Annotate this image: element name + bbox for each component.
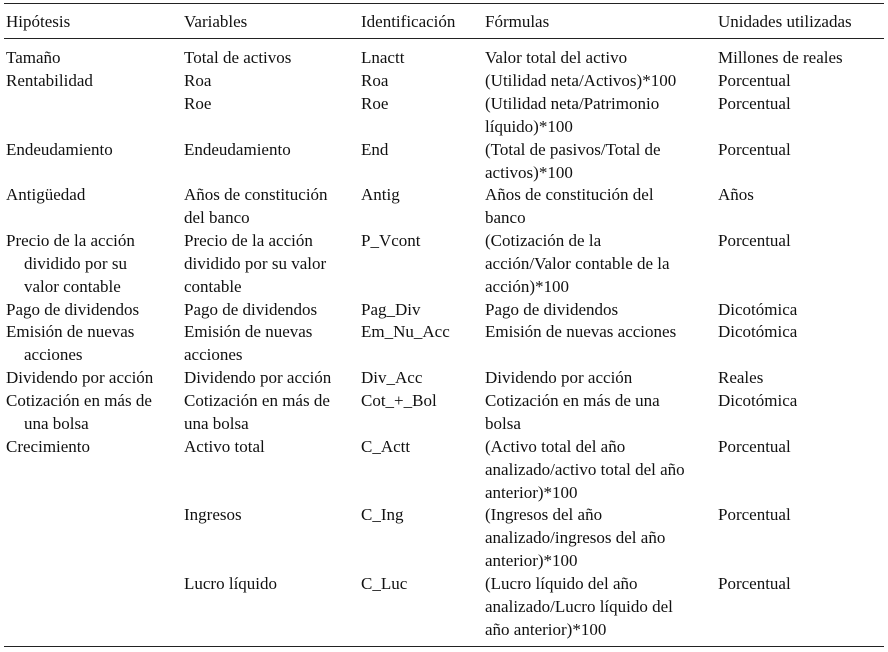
cell-formulas (485, 69, 676, 92)
cell-hipotesis-line: acciones (24, 345, 83, 364)
cell-hipotesis-line: Emisión de nuevas (6, 322, 135, 341)
cell-variables-line: Roa (184, 71, 212, 90)
cell-variables-line: Ingresos (184, 505, 242, 524)
cell-formulas-line: acción/Valor contable de la (485, 254, 670, 273)
cell-formulas (485, 435, 685, 504)
cell-unidades: Dicotómica (718, 322, 798, 341)
cell-variables-line: Roe (184, 94, 212, 113)
cell-hipotesis (6, 69, 93, 92)
cell-unidades: Años (718, 185, 754, 204)
cell-formulas (485, 92, 659, 138)
cell-hipotesis (6, 389, 152, 435)
cell-formulas-line: (Utilidad neta/Activos)*100 (485, 71, 677, 90)
cell-formulas (485, 320, 676, 343)
cell-variables-line: Total de activos (184, 48, 292, 67)
header-formulas: Fórmulas (485, 12, 550, 31)
cell-variables (184, 389, 330, 435)
cell-formulas-line: Emisión de nuevas acciones (485, 322, 677, 341)
cell-formulas-line: acción)*100 (485, 277, 570, 296)
cell-variables-line: Activo total (184, 437, 265, 456)
cell-identificacion: Div_Acc (361, 368, 423, 387)
cell-hipotesis-line: Cotización en más de (6, 391, 152, 410)
cell-variables-line: Cotización en más de (184, 391, 330, 410)
cell-hipotesis (6, 46, 61, 69)
cell-identificacion: Pag_Div (361, 300, 421, 319)
cell-formulas-line: (Utilidad neta/Patrimonio (485, 94, 660, 113)
cell-hipotesis-line: dividido por su (24, 254, 127, 273)
cell-unidades: Porcentual (718, 437, 791, 456)
cell-variables (184, 69, 211, 92)
cell-variables-line: acciones (184, 345, 243, 364)
header-unidades: Unidades utilizadas (718, 12, 852, 31)
cell-identificacion: End (361, 140, 389, 159)
cell-formulas-line: líquido)*100 (485, 117, 573, 136)
cell-formulas (485, 229, 670, 298)
cell-identificacion: Roa (361, 71, 389, 90)
cell-hipotesis-line: Dividendo por acción (6, 368, 154, 387)
cell-identificacion: Cot_+_Bol (361, 391, 437, 410)
cell-variables-line: Años de constitución (184, 185, 328, 204)
cell-formulas-line: bolsa (485, 414, 521, 433)
cell-formulas (485, 183, 654, 229)
cell-variables (184, 46, 291, 69)
cell-hipotesis-line: Precio de la acción (6, 231, 135, 250)
cell-formulas-line: anterior)*100 (485, 483, 578, 502)
cell-hipotesis-line: una bolsa (24, 414, 89, 433)
cell-hipotesis (6, 229, 135, 298)
cell-variables (184, 92, 211, 115)
cell-identificacion: P_Vcont (361, 231, 421, 250)
cell-variables (184, 138, 291, 161)
header-hipotesis: Hipótesis (6, 12, 71, 31)
cell-variables (184, 298, 317, 321)
cell-variables-line: contable (184, 277, 242, 296)
header-identificacion: Identificación (361, 12, 456, 31)
cell-identificacion: C_Actt (361, 437, 411, 456)
cell-formulas (485, 366, 632, 389)
cell-unidades: Porcentual (718, 231, 791, 250)
cell-variables-line: Emisión de nuevas (184, 322, 313, 341)
cell-unidades: Millones de reales (718, 48, 843, 67)
cell-hipotesis (6, 366, 153, 389)
cell-formulas-line: Pago de dividendos (485, 300, 619, 319)
cell-unidades: Porcentual (718, 71, 791, 90)
cell-hipotesis (6, 298, 139, 321)
cell-formulas (485, 138, 661, 184)
cell-formulas-line: analizado/activo total del año (485, 460, 685, 479)
cell-hipotesis-line: valor contable (24, 277, 121, 296)
cell-variables-line: Endeudamiento (184, 140, 291, 159)
cell-variables-line: del banco (184, 208, 250, 227)
cell-hipotesis-line: Tamaño (6, 48, 61, 67)
cell-formulas-line: (Activo total del año (485, 437, 626, 456)
cell-hipotesis-line: Rentabilidad (6, 71, 93, 90)
cell-variables (184, 183, 328, 229)
cell-variables (184, 435, 265, 458)
cell-unidades: Porcentual (718, 94, 791, 113)
table-header-rule (4, 38, 884, 39)
cell-formulas (485, 503, 665, 572)
table-top-rule (4, 3, 884, 4)
cell-formulas (485, 46, 627, 69)
cell-identificacion: C_Luc (361, 574, 408, 593)
cell-formulas-line: analizado/Lucro líquido del (485, 597, 673, 616)
cell-variables (184, 320, 312, 366)
cell-formulas (485, 389, 660, 435)
cell-formulas-line: banco (485, 208, 526, 227)
cell-unidades: Reales (718, 368, 764, 387)
cell-formulas-line: Cotización en más de una (485, 391, 660, 410)
cell-identificacion: C_Ing (361, 505, 404, 524)
cell-hipotesis-line: Antigüedad (6, 185, 86, 204)
cell-variables-line: una bolsa (184, 414, 249, 433)
cell-hipotesis-line: Endeudamiento (6, 140, 113, 159)
cell-hipotesis (6, 138, 113, 161)
cell-hipotesis-line: Pago de dividendos (6, 300, 140, 319)
cell-variables-line: Dividendo por acción (184, 368, 332, 387)
cell-formulas-line: analizado/ingresos del año (485, 528, 666, 547)
cell-variables-line: dividido por su valor (184, 254, 327, 273)
cell-formulas-line: año anterior)*100 (485, 620, 607, 639)
cell-hipotesis (6, 320, 134, 366)
cell-formulas-line: Dividendo por acción (485, 368, 633, 387)
cell-variables (184, 366, 331, 389)
cell-variables-line: Precio de la acción (184, 231, 313, 250)
cell-hipotesis (6, 435, 90, 458)
cell-formulas-line: (Total de pasivos/Total de (485, 140, 661, 159)
cell-variables (184, 572, 277, 595)
cell-variables (184, 503, 242, 526)
cell-formulas-line: (Lucro líquido del año (485, 574, 638, 593)
cell-formulas-line: anterior)*100 (485, 551, 578, 570)
cell-variables-line: Pago de dividendos (184, 300, 318, 319)
cell-identificacion: Antig (361, 185, 400, 204)
cell-unidades: Porcentual (718, 505, 791, 524)
cell-unidades: Dicotómica (718, 391, 798, 410)
cell-variables (184, 229, 326, 298)
cell-unidades: Dicotómica (718, 300, 798, 319)
cell-formulas-line: Valor total del activo (485, 48, 628, 67)
cell-identificacion: Em_Nu_Acc (361, 322, 450, 341)
cell-formulas-line: (Cotización de la (485, 231, 602, 250)
table-bottom-rule (4, 646, 884, 647)
cell-formulas (485, 298, 618, 321)
cell-identificacion: Roe (361, 94, 389, 113)
cell-identificacion: Lnactt (361, 48, 405, 67)
cell-formulas-line: activos)*100 (485, 163, 573, 182)
cell-formulas (485, 572, 673, 641)
header-variables: Variables (184, 12, 248, 31)
cell-unidades: Porcentual (718, 140, 791, 159)
cell-hipotesis-line: Crecimiento (6, 437, 91, 456)
cell-hipotesis (6, 183, 85, 206)
cell-variables-line: Lucro líquido (184, 574, 278, 593)
cell-formulas-line: (Ingresos del año (485, 505, 603, 524)
cell-formulas-line: Años de constitución del (485, 185, 654, 204)
cell-unidades: Porcentual (718, 574, 791, 593)
